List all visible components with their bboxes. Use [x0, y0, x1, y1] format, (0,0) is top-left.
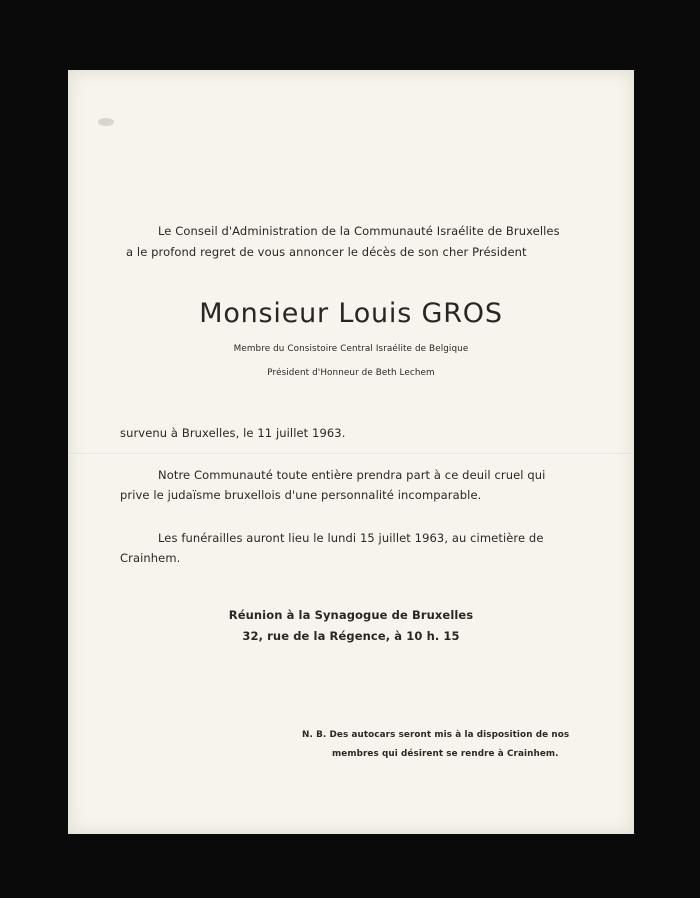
title-line-2: Président d'Honneur de Beth Lechem	[267, 368, 435, 378]
death-date-line: survenu à Bruxelles, le 11 juillet 1963.	[120, 426, 346, 440]
intro-line-1: Le Conseil d'Administration de la Communauté Israélite de Bruxelles	[158, 224, 560, 238]
nota-bene-line-2: membres qui désirent se rendre à Crainhem.	[332, 749, 559, 759]
paper-smudge	[98, 118, 114, 126]
paragraph-2-line-1: Les funérailles auront lieu le lundi 15 juillet 1963, au cimetière de	[158, 531, 544, 545]
paper-fold-line	[68, 453, 634, 455]
deceased-name: Monsieur Louis GROS	[199, 298, 503, 329]
paragraph-2-line-2: Crainhem.	[120, 551, 181, 565]
reunion-line-1: Réunion à la Synagogue de Bruxelles	[228, 608, 474, 622]
reunion-line-2: 32, rue de la Régence, à 10 h. 15	[242, 629, 460, 643]
intro-line-2: a le profond regret de vous annoncer le décès de son cher Président	[126, 245, 527, 259]
paragraph-1-line-1: Notre Communauté toute entière prendra part à ce deuil cruel qui	[158, 468, 546, 482]
death-notice-sheet	[68, 70, 634, 834]
nota-bene-line-1: N. B. Des autocars seront mis à la disposition de nos	[302, 730, 570, 740]
paragraph-1-line-2: prive le judaïsme bruxellois d'une personnalité incomparable.	[120, 488, 482, 502]
title-line-1: Membre du Consistoire Central Israélite de Belgique	[233, 344, 469, 354]
